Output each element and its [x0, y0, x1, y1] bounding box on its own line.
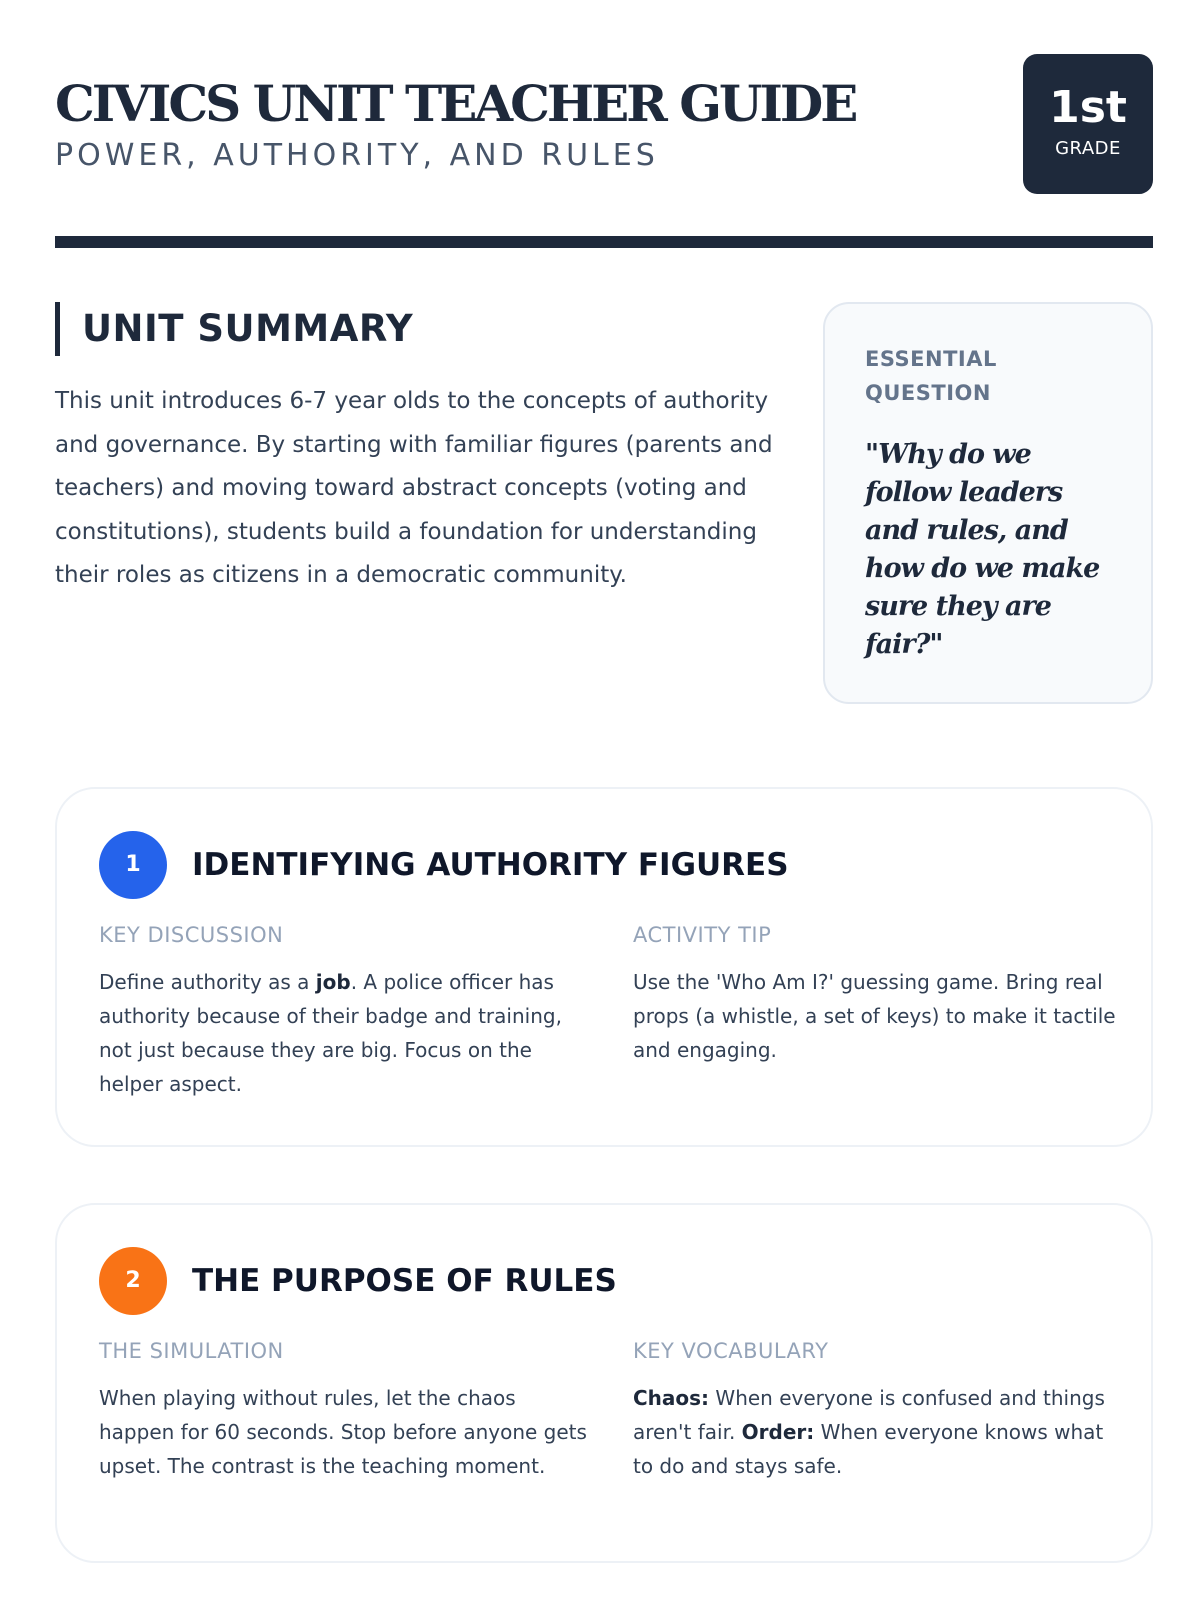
simulation-section: [99, 1335, 589, 1483]
essential-question-text: "Why do we follow leaders and rules, and how do we make sure they are fair?": [865, 439, 1100, 660]
unit-summary-text: This unit introduces 6-7 year olds to the concepts of authority and governance. By starting with familiar figures (parents and teachers) and moving toward abstract concepts (voting and constitutions), students build a foundation for understanding their roles as citizens in a democratic community.: [55, 388, 773, 589]
grade-label: GRADE: [1055, 138, 1121, 159]
key-discussion-emphasis: job: [315, 970, 351, 994]
lesson-card-purpose-of-rules: [55, 1203, 1153, 1563]
key-discussion-label: KEY DISCUSSION: [99, 923, 284, 947]
simulation-label: THE SIMULATION: [99, 1339, 284, 1363]
page-header: [55, 52, 1153, 197]
page-subtitle: POWER, AUTHORITY, AND RULES: [55, 138, 659, 173]
page-title: CIVICS UNIT TEACHER GUIDE: [55, 74, 856, 133]
lesson-number-badge: 1: [99, 831, 167, 899]
essential-question-card: [823, 302, 1153, 704]
key-discussion-text-start: Define authority as a: [99, 970, 316, 994]
activity-tip-text: Use the 'Who Am I?' guessing game. Bring real props (a whistle, a set of keys) to make it tactile and engaging.: [633, 970, 1116, 1062]
key-discussion-text-end: . A police officer has authority because of their badge and training, not just because they are big. Focus on the helper aspect.: [99, 970, 562, 1096]
essential-question-label: ESSENTIAL QUESTION: [865, 347, 997, 405]
lesson-card-authority-figures: [55, 787, 1153, 1147]
activity-tip-label: ACTIVITY TIP: [633, 923, 772, 947]
grade-number: 1st: [1049, 82, 1127, 133]
key-vocabulary-text: [633, 1381, 1118, 1483]
simulation-text: When playing without rules, let the chaos happen for 60 seconds. Stop before anyone gets upset. The contrast is the teaching moment.: [99, 1386, 587, 1478]
header-divider: [55, 236, 1153, 248]
teacher-guide-page: [55, 0, 1153, 1600]
vocab-term-chaos: Chaos:: [633, 1386, 710, 1410]
key-discussion-text: [99, 965, 589, 1101]
grade-badge: [1023, 54, 1153, 194]
unit-summary-title: UNIT SUMMARY: [82, 307, 414, 350]
key-vocabulary-section: [633, 1335, 1118, 1483]
key-discussion-section: [99, 919, 589, 1101]
key-vocabulary-label: KEY VOCABULARY: [633, 1339, 829, 1363]
vocab-definition-order: When everyone knows what to do and stays safe.: [633, 1420, 1104, 1478]
vocab-definition-chaos: When everyone is confused and things aren't fair.: [633, 1386, 1105, 1444]
lesson-title: IDENTIFYING AUTHORITY FIGURES: [192, 847, 789, 883]
lesson-number-badge: 2: [99, 1247, 167, 1315]
activity-tip-section: [633, 919, 1118, 1067]
vocab-term-order: Order:: [741, 1420, 815, 1444]
unit-summary-heading: [55, 302, 413, 356]
lesson-title: THE PURPOSE OF RULES: [192, 1263, 617, 1299]
